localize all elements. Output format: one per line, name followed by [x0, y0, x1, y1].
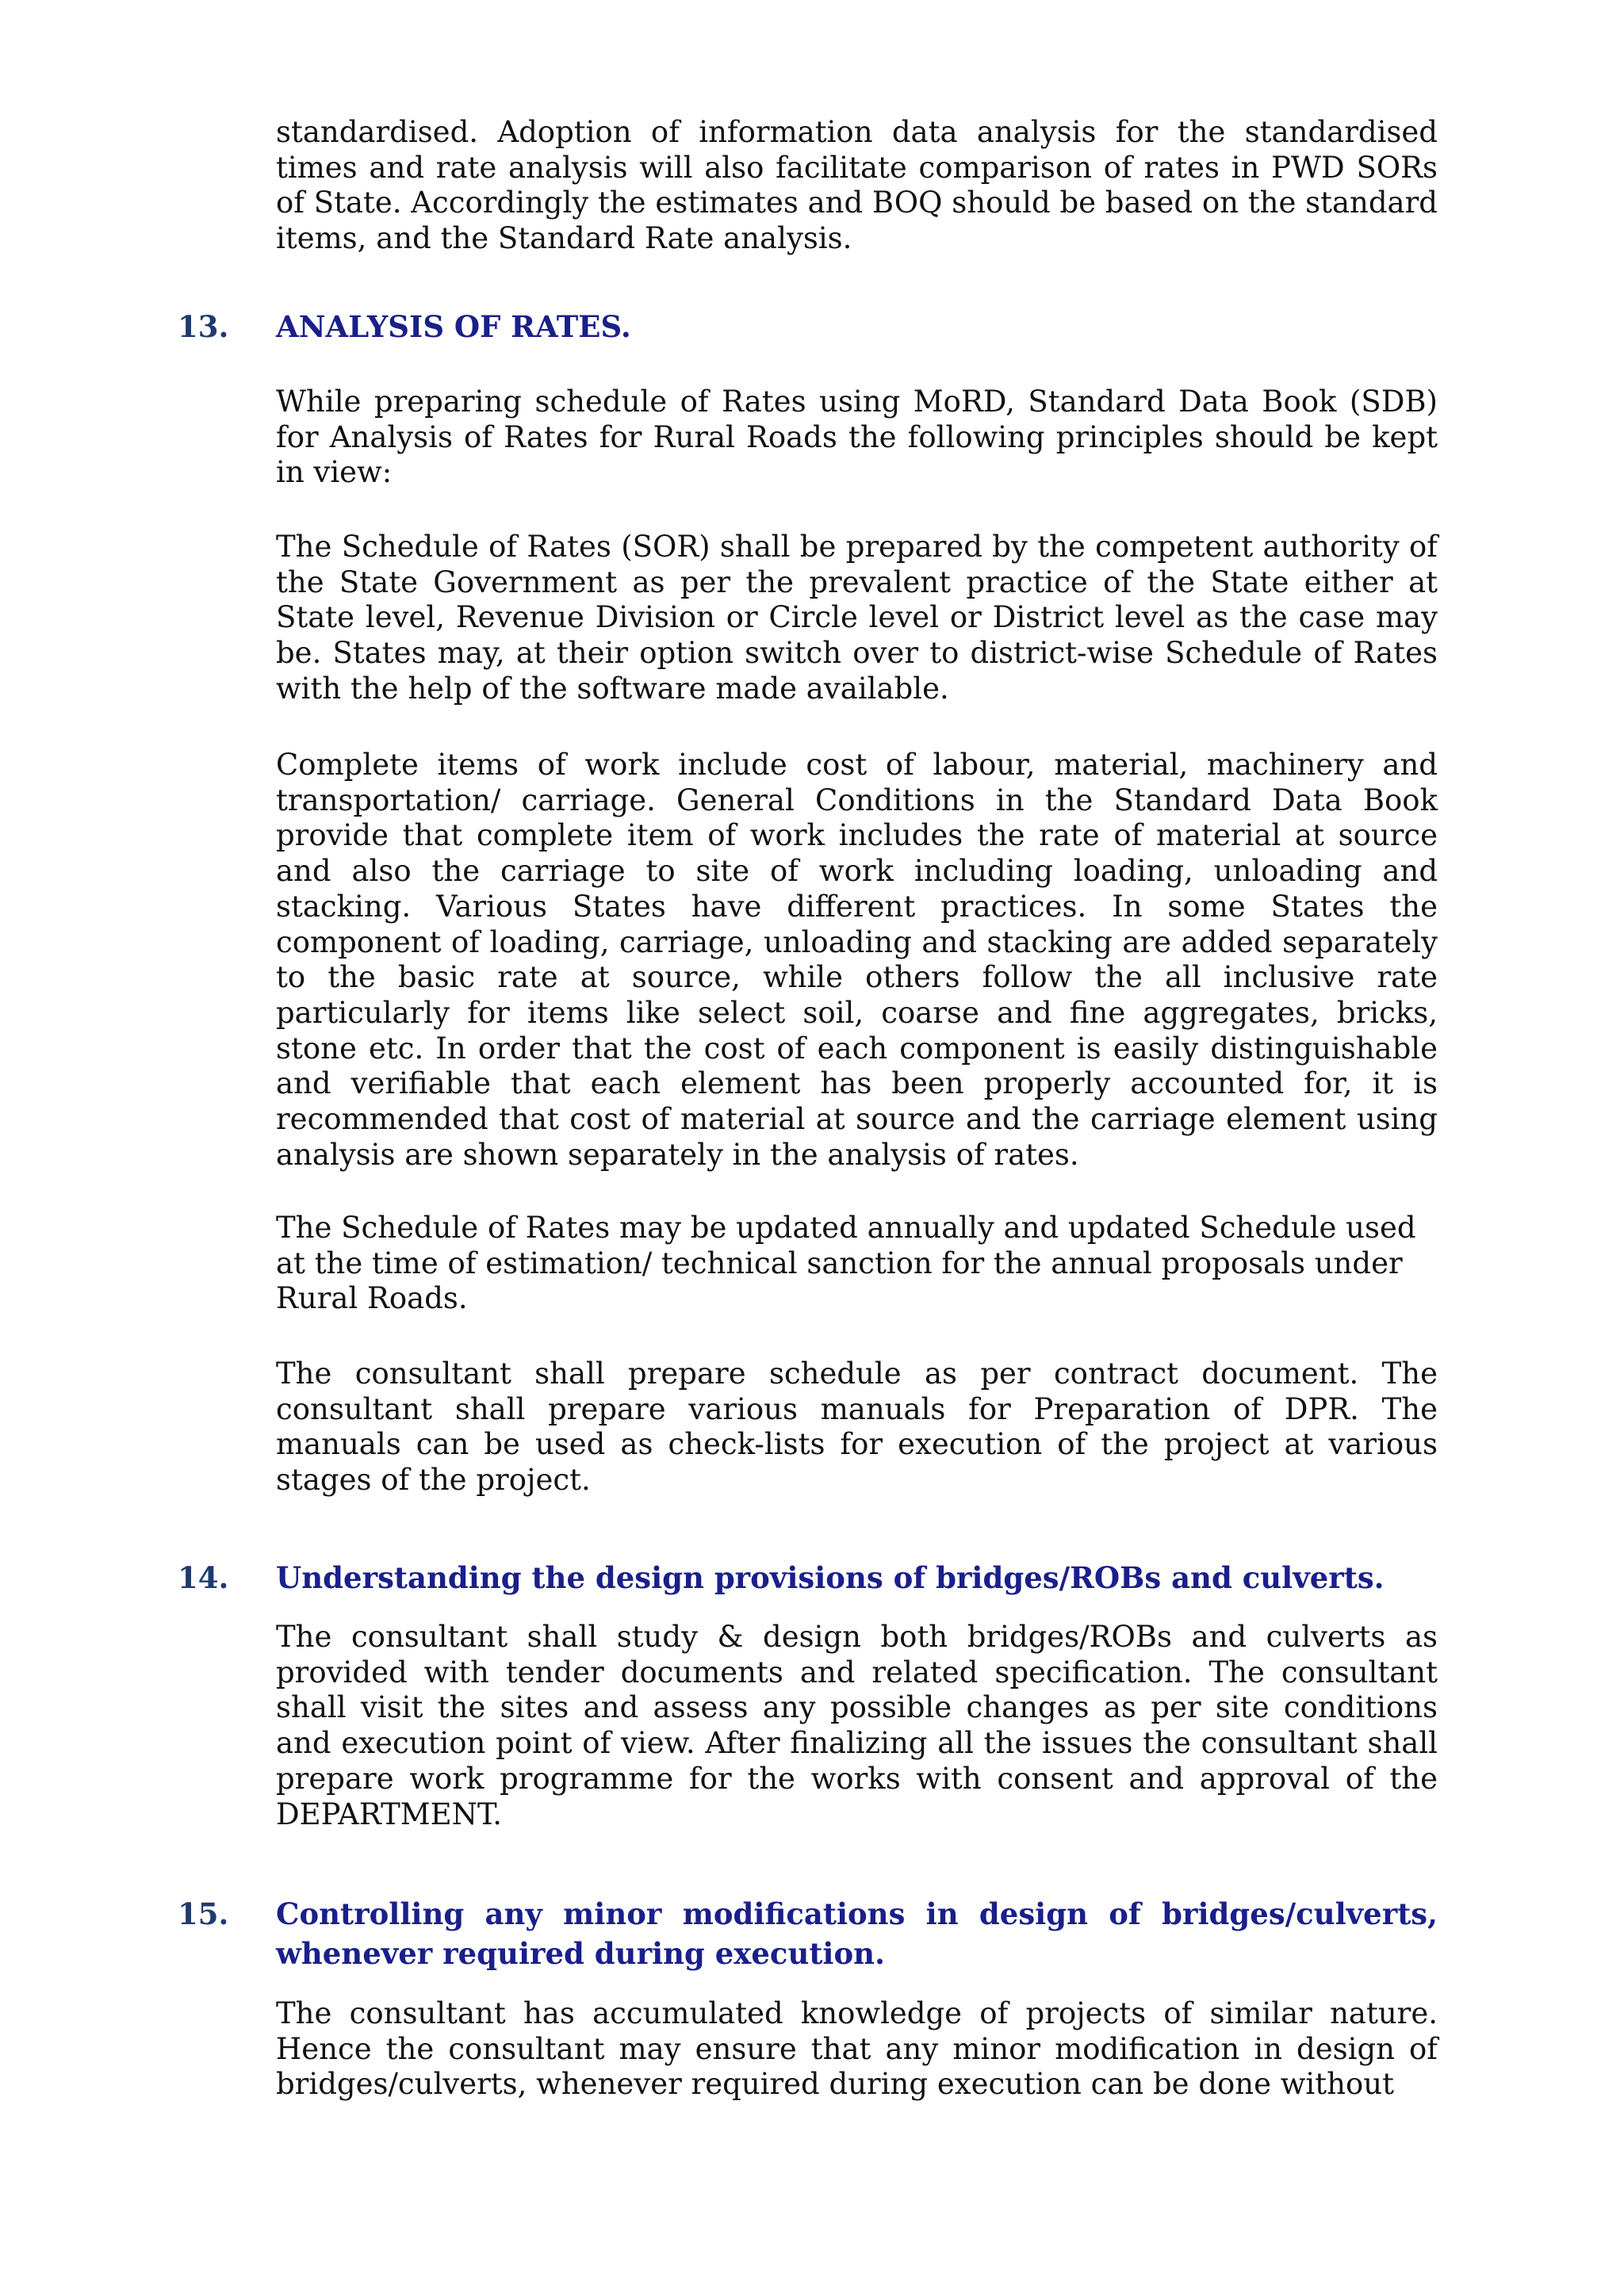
section-13-paragraph-2: The Schedule of Rates (SOR) shall be prepared by the competent authority of the State Government as per the prevalent practice of the State either at State level, Revenue Division or Circle level or District level as the case may be. States may, at their option switch over to district-wise Schedule of Rates with the help of the software made available. [276, 530, 1438, 706]
section-13-paragraph-3: Complete items of work include cost of labour, material, machinery and transportation/ carriage. General Conditions in the Standard Data Book provide that complete item of work includes the rate of material at source and also the carriage to site of work including loading, unloading and stacking. Various States have different practices. In some States the component of loading, carriage, unloading and stacking are added separately to the basic rate at source, while others follow the all inclusive rate particularly for items like select soil, coarse and fine aggregates, bricks, stone etc. In order that the cost of each component is easily distinguishable and verifiable that each element has been properly accounted for, it is recommended that cost of material at source and the carriage element using analysis are shown separately in the analysis of rates. [276, 748, 1438, 1172]
section-14-paragraph-1: The consultant shall study & design both bridges/ROBs and culverts as provided with tender documents and related specification. The consultant shall visit the sites and assess any possible changes as per site conditions and execution point of view. After finalizing all the issues the consultant shall prepare work programme for the works with consent and approval of the DEPARTMENT. [276, 1620, 1438, 1831]
section-15-number: 15. [178, 1896, 229, 1931]
section-15-title: Controlling any minor modifications in design of bridges/culverts, whenever required during execution. [276, 1896, 1438, 1971]
intro-paragraph: standardised. Adoption of information data analysis for the standardised times and rate analysis will also facilitate comparison of rates in PWD SORs of State. Accordingly the estimates and BOQ should be based on the standard items, and the Standard Rate analysis. [276, 115, 1438, 256]
section-13-paragraph-5: The consultant shall prepare schedule as per contract document. The consultant shall prepare various manuals for Preparation of DPR. The manuals can be used as check-lists for execution of the project at various stages of the project. [276, 1357, 1438, 1498]
section-13-paragraph-1: While preparing schedule of Rates using MoRD, Standard Data Book (SDB) for Analysis of Rates for Rural Roads the following principles should be kept in view: [276, 385, 1438, 490]
section-15-paragraph-1: The consultant has accumulated knowledge of projects of similar nature. Hence the consultant may ensure that any minor modification in design of bridges/culverts, whenever required during execution can be done without [276, 1996, 1438, 2102]
section-13-number: 13. [178, 309, 229, 344]
section-13-title: ANALYSIS OF RATES. [276, 309, 631, 344]
section-14-title: Understanding the design provisions of bridges/ROBs and culverts. [276, 1560, 1385, 1595]
section-13-paragraph-4: The Schedule of Rates may be updated annually and updated Schedule used at the time of estimation/ technical sanction for the annual proposals under Rural Roads. [276, 1211, 1416, 1316]
section-14-number: 14. [178, 1560, 229, 1595]
